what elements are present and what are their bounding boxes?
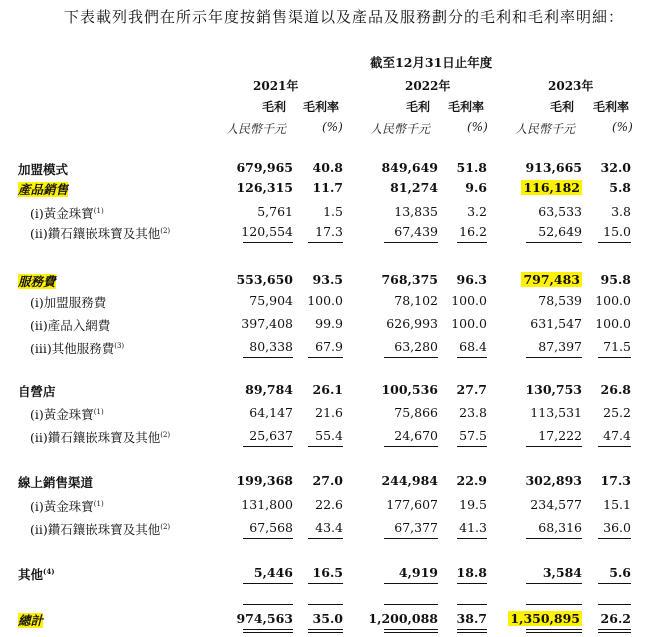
underline-rule [243, 632, 293, 633]
footnote-marker: (3) [114, 341, 125, 350]
underline-rule [598, 583, 631, 584]
table-cell: 78,102 [394, 293, 438, 308]
table-cell: 35.0 [312, 611, 343, 626]
col-margin-2022: 毛利率 [448, 100, 485, 114]
table-cell: 9.6 [465, 180, 487, 195]
table-cell: 19.5 [459, 497, 487, 512]
table-cell: 130,753 [525, 382, 582, 397]
underline-rule [384, 583, 438, 584]
year-2023: 2023年 [548, 79, 594, 93]
underline-rule [526, 242, 582, 243]
table-cell: 302,893 [525, 473, 582, 488]
row-label-text: (ii)鑽石鑲嵌珠寶及其他 [30, 522, 161, 537]
table-cell: 40.8 [312, 160, 343, 175]
table-cell: 113,531 [530, 405, 582, 420]
row-label-text: (iii)其他服務費 [30, 341, 115, 356]
table-cell: 17.3 [600, 473, 631, 488]
table-cell: 234,577 [530, 497, 582, 512]
underline-rule [384, 538, 438, 539]
underline-rule [308, 538, 343, 539]
underline-rule [243, 583, 293, 584]
col-profit-2022: 毛利 [406, 100, 431, 114]
table-cell: 100,536 [381, 382, 438, 397]
table-cell: 75,866 [394, 405, 438, 420]
underline-rule [457, 357, 487, 358]
underline-rule [598, 538, 631, 539]
row-label [30, 428, 170, 446]
table-cell: 397,408 [241, 316, 293, 331]
table-cell: 974,563 [236, 611, 293, 626]
row-label [30, 316, 110, 334]
table-cell: 5.6 [609, 565, 631, 580]
table-cell: 99.9 [315, 316, 343, 331]
underline-rule [598, 629, 631, 630]
underline-rule [308, 632, 343, 633]
table-cell: 80,338 [249, 339, 293, 354]
table-cell: 100.0 [451, 316, 487, 331]
underline-rule [457, 446, 487, 447]
underline-rule [243, 629, 293, 630]
table-cell: 15.1 [603, 497, 631, 512]
table-cell: 21.6 [315, 405, 343, 420]
table-cell: 1,200,088 [368, 611, 438, 626]
row-label-text: 其他 [18, 567, 44, 582]
table-cell: 100.0 [595, 293, 631, 308]
footnote-marker: (4) [43, 566, 55, 576]
table-cell: 24,670 [394, 428, 438, 443]
underline-rule [526, 357, 582, 358]
table-cell: 51.8 [456, 160, 487, 175]
table-cell: 16.2 [459, 224, 487, 239]
table-cell: 26.8 [600, 382, 631, 397]
table-cell: 55.4 [315, 428, 343, 443]
footnote-marker: (2) [160, 522, 171, 531]
underline-rule [526, 446, 582, 447]
underline-rule [598, 632, 631, 633]
table-cell: 67.9 [315, 339, 343, 354]
underline-rule [457, 604, 487, 605]
row-label [18, 611, 43, 629]
table-cell: 25,637 [249, 428, 293, 443]
underline-rule [457, 583, 487, 584]
table-cell: 5.8 [609, 180, 631, 195]
table-cell: 47.4 [603, 428, 631, 443]
row-label-text: (ii)鑽石鑲嵌珠寶及其他 [30, 430, 161, 445]
table-cell: 553,650 [236, 272, 293, 287]
row-label [30, 339, 124, 357]
underline-rule [308, 604, 343, 605]
unit-profit-2022: 人民幣千元 [370, 122, 431, 136]
underline-rule [457, 629, 487, 630]
table-cell: 78,539 [538, 293, 582, 308]
underline-rule [457, 242, 487, 243]
row-label [30, 497, 104, 515]
row-label [18, 382, 56, 400]
row-label-text: (ii)產品入網費 [30, 318, 111, 333]
underline-rule [308, 357, 343, 358]
table-cell: 3.2 [467, 204, 487, 219]
footnote-marker: (1) [93, 407, 104, 416]
table-cell: 26.2 [600, 611, 631, 626]
year-2021: 2021年 [253, 79, 299, 93]
unit-profit-2023: 人民幣千元 [515, 122, 576, 136]
unit-margin-2022: (%) [467, 120, 488, 134]
table-cell: 27.7 [456, 382, 487, 397]
table-cell: 36.0 [603, 520, 631, 535]
table-cell: 32.0 [600, 160, 631, 175]
table-cell: 26.1 [312, 382, 343, 397]
table-cell: 87,397 [538, 339, 582, 354]
table-cell: 17.3 [315, 224, 343, 239]
table-cell: 63,533 [538, 204, 582, 219]
row-label [18, 180, 68, 198]
table-cell: 116,182 [523, 180, 580, 195]
table-cell: 679,965 [236, 160, 293, 175]
underline-rule [243, 357, 293, 358]
underline-rule [308, 242, 343, 243]
underline-rule [308, 629, 343, 630]
table-cell: 16.5 [312, 565, 343, 580]
table-cell: 18.8 [456, 565, 487, 580]
table-cell: 89,784 [245, 382, 293, 397]
table-cell: 3.8 [611, 204, 631, 219]
period-header: 截至12月31日止年度 [370, 55, 493, 70]
row-label-text: (i)黃金珠寶 [30, 499, 94, 514]
row-label-text: 服務費 [18, 274, 56, 289]
row-label [30, 224, 170, 242]
col-profit-2021: 毛利 [262, 100, 287, 114]
row-label-text: 加盟模式 [18, 162, 69, 177]
table-cell: 67,377 [394, 520, 438, 535]
row-label-text: 線上銷售渠道 [18, 475, 94, 490]
row-label-text: (ii)鑽石鑲嵌珠寶及其他 [30, 226, 161, 241]
underline-rule [384, 242, 438, 243]
table-cell: 95.8 [600, 272, 631, 287]
table-cell: 67,568 [249, 520, 293, 535]
unit-margin-2023: (%) [612, 120, 633, 134]
row-label-text: (i)加盟服務費 [30, 295, 107, 310]
table-cell: 64,147 [249, 405, 293, 420]
row-label [30, 520, 170, 538]
col-margin-2021: 毛利率 [303, 100, 340, 114]
table-cell: 120,554 [241, 224, 293, 239]
table-cell: 849,649 [381, 160, 438, 175]
row-label-text: 產品銷售 [18, 182, 69, 197]
table-cell: 43.4 [315, 520, 343, 535]
table-cell: 38.7 [456, 611, 487, 626]
table-cell: 244,984 [381, 473, 438, 488]
underline-rule [308, 446, 343, 447]
table-cell: 631,547 [530, 316, 582, 331]
footnote-marker: (2) [160, 226, 171, 235]
row-label [18, 473, 93, 491]
table-cell: 5,446 [253, 565, 293, 580]
table-cell: 93.5 [312, 272, 343, 287]
col-profit-2023: 毛利 [550, 100, 575, 114]
table-cell: 22.9 [456, 473, 487, 488]
row-label-text: (i)黃金珠寶 [30, 407, 94, 422]
table-cell: 1,350,895 [510, 611, 580, 626]
underline-rule [598, 357, 631, 358]
table-cell: 68.4 [459, 339, 487, 354]
unit-margin-2021: (%) [322, 120, 343, 134]
table-cell: 100.0 [307, 293, 343, 308]
col-margin-2023: 毛利率 [593, 100, 630, 114]
underline-rule [598, 446, 631, 447]
table-cell: 63,280 [394, 339, 438, 354]
table-cell: 11.7 [312, 180, 343, 195]
table-cell: 131,800 [241, 497, 293, 512]
underline-rule [384, 357, 438, 358]
table-cell: 13,835 [394, 204, 438, 219]
table-cell: 41.3 [459, 520, 487, 535]
underline-rule [457, 538, 487, 539]
underline-rule [526, 583, 582, 584]
table-cell: 126,315 [236, 180, 293, 195]
underline-rule [526, 604, 582, 605]
table-cell: 22.6 [315, 497, 343, 512]
row-label [30, 204, 104, 222]
table-cell: 5,761 [257, 204, 293, 219]
underline-rule [526, 632, 582, 633]
table-cell: 75,904 [249, 293, 293, 308]
table-cell: 96.3 [456, 272, 487, 287]
underline-rule [243, 538, 293, 539]
underline-rule [526, 538, 582, 539]
row-label [30, 405, 104, 423]
unit-profit-2021: 人民幣千元 [226, 122, 287, 136]
underline-rule [384, 604, 438, 605]
table-cell: 199,368 [236, 473, 293, 488]
table-cell: 57.5 [459, 428, 487, 443]
underline-rule [384, 629, 438, 630]
underline-rule [457, 632, 487, 633]
table-cell: 67,439 [394, 224, 438, 239]
table-cell: 3,584 [542, 565, 582, 580]
row-label-text: 自營店 [18, 384, 56, 399]
footnote-marker: (2) [160, 430, 171, 439]
table-cell: 1.5 [323, 204, 343, 219]
underline-rule [384, 632, 438, 633]
table-cell: 4,919 [398, 565, 438, 580]
year-2022: 2022年 [405, 79, 451, 93]
row-label [18, 565, 55, 583]
table-cell: 100.0 [595, 316, 631, 331]
intro-text: 下表載列我們在所示年度按銷售渠道以及產品及服務劃分的毛利和毛利率明細： [64, 8, 625, 26]
table-cell: 177,607 [386, 497, 438, 512]
table-cell: 71.5 [603, 339, 631, 354]
underline-rule [598, 242, 631, 243]
table-cell: 913,665 [525, 160, 582, 175]
table-cell: 68,316 [538, 520, 582, 535]
row-label [30, 293, 106, 311]
underline-rule [526, 629, 582, 630]
row-label-text: 總計 [18, 613, 44, 628]
table-cell: 25.2 [603, 405, 631, 420]
underline-rule [384, 446, 438, 447]
underline-rule [243, 446, 293, 447]
footnote-marker: (1) [93, 206, 104, 215]
table-cell: 626,993 [386, 316, 438, 331]
table-cell: 15.0 [603, 224, 631, 239]
underline-rule [598, 604, 631, 605]
underline-rule [243, 242, 293, 243]
footnote-marker: (1) [93, 499, 104, 508]
table-cell: 81,274 [390, 180, 438, 195]
table-cell: 23.8 [459, 405, 487, 420]
underline-rule [243, 604, 293, 605]
row-label [18, 160, 68, 178]
table-cell: 27.0 [312, 473, 343, 488]
table-cell: 17,222 [538, 428, 582, 443]
table-cell: 768,375 [381, 272, 438, 287]
table-cell: 52,649 [538, 224, 582, 239]
underline-rule [308, 583, 343, 584]
row-label-text: (i)黃金珠寶 [30, 206, 94, 221]
table-cell: 797,483 [523, 272, 580, 287]
table-cell: 100.0 [451, 293, 487, 308]
row-label [18, 272, 56, 290]
